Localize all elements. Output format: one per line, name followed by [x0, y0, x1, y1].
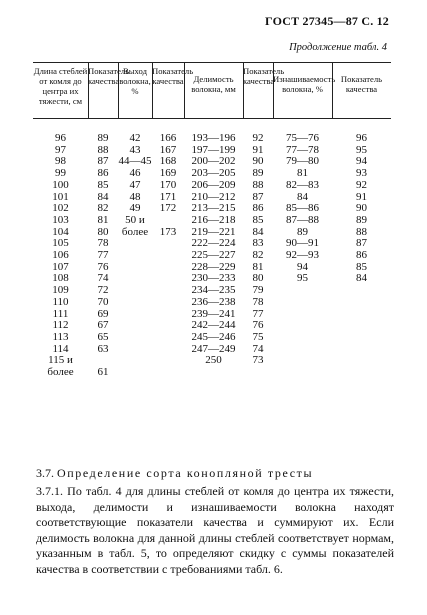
table-cell: 86: [252, 202, 264, 215]
table-cell: 79: [252, 284, 264, 297]
table-cell: 166: [159, 132, 177, 144]
table-cell: 70: [97, 295, 109, 308]
table-cell: 206—209: [191, 178, 236, 191]
table-cell: 49: [129, 202, 141, 215]
table-cell: 90—91: [286, 237, 319, 250]
column-fiber-yield: [118, 133, 152, 238]
table-cell: 83: [252, 237, 264, 250]
table-cell: 112: [52, 319, 69, 332]
table-cell: 91: [252, 143, 264, 156]
table-cell: 85: [252, 213, 264, 226]
table-cell: 80: [97, 225, 109, 238]
table-cell: 94: [356, 155, 367, 168]
table-cell: 222—224: [191, 237, 236, 250]
table-cell: 74: [252, 342, 264, 355]
table-cell: 92: [252, 132, 264, 144]
table-cell: 173: [159, 225, 177, 238]
header-stem-length: Длина стеблей от комля до центра их тяжести, см: [33, 66, 88, 106]
table-cell: 76: [97, 260, 109, 273]
table-cell: 84: [356, 272, 367, 285]
table-cell: 106: [52, 249, 69, 262]
table-cell: 97: [55, 143, 66, 156]
table-cell: 200—202: [191, 155, 236, 168]
table-cell: 65: [97, 330, 109, 343]
table-cell: 76: [252, 319, 264, 332]
table-cell: 242—244: [191, 319, 236, 332]
table-cell: 92: [356, 178, 367, 191]
table-cell: 67: [97, 319, 109, 332]
body-paragraph: 3.7.1. По табл. 4 для длины стеблей от комля до центра их тяжести, выхода, делимости и изнашиваемости волокна находят соответствующие показатели качества и суммируют их. Если делимость волокна для данной длины стеблей соответствует нормам, указанным в табл. 5, то определяют скидку с суммы показателей качества в соответствии с требованиями табл. 6.: [36, 484, 394, 576]
table-cell: 50 и: [125, 213, 145, 226]
table-cell: 250: [205, 354, 222, 367]
table-cell: 89: [297, 225, 308, 238]
table-cell: 89: [97, 132, 109, 144]
table-cell: 108: [52, 272, 69, 285]
table-cell: 84: [97, 190, 109, 203]
table-cell: 80: [252, 272, 264, 285]
table-cell: 94: [297, 260, 308, 273]
table-cell: 82: [97, 202, 109, 215]
table-cell: 85: [97, 178, 109, 191]
header-fiber-divisibility: Делимость волокна, мм: [191, 74, 236, 94]
table-cell: 228—229: [191, 260, 236, 273]
table-cell: 96: [356, 132, 367, 144]
table-cell: 234—235: [191, 284, 236, 297]
table-cell: 245—246: [191, 330, 236, 343]
table-cell: 104: [52, 225, 69, 238]
table-cell: 88: [97, 143, 109, 156]
column-fiber-divisibility: [184, 133, 243, 367]
table-cell: 42: [129, 132, 141, 144]
table-cell: 86: [97, 167, 109, 180]
table-cell: 109: [52, 284, 69, 297]
table-cell: 101: [52, 190, 69, 203]
table-cell: 91: [356, 190, 367, 203]
table-cell: 103: [52, 213, 69, 226]
section-title: Определение сорта конопляной тресты: [57, 466, 314, 480]
table-cell: 95: [356, 143, 367, 156]
table-cell: 169: [159, 167, 177, 180]
table-cell: 114: [52, 342, 69, 355]
table-cell: 73: [252, 354, 264, 367]
table-cell: 87—88: [286, 213, 319, 226]
table-cell: 110: [52, 295, 69, 308]
header-fiber-wear: Изнашиваемость волокна, %: [273, 74, 336, 94]
header-quality-1: Показатель качества: [88, 66, 130, 86]
section-number: 3.7.: [36, 466, 54, 480]
table-cell: 236—238: [191, 295, 236, 308]
section-heading: [36, 466, 313, 481]
table-cell: 46: [129, 167, 141, 180]
table-cell: более: [47, 366, 74, 379]
table-cell: 87: [356, 237, 367, 250]
table-cell: 107: [52, 260, 69, 273]
table-cell: 89: [356, 213, 367, 226]
table-cell: 219—221: [191, 225, 236, 238]
table-cell: 82—83: [286, 178, 319, 191]
table-cell: 203—205: [191, 167, 236, 180]
table-cell: 171: [159, 190, 177, 203]
table-cell: 85—86: [286, 202, 319, 215]
table-cell: 89: [252, 167, 264, 180]
table-cell: 197—199: [191, 143, 236, 156]
table-cell: 69: [97, 307, 109, 320]
table-cell: 77: [252, 307, 264, 320]
table-cell: 99: [55, 167, 66, 180]
table-cell: 81: [297, 167, 308, 180]
table-cell: 61: [97, 366, 109, 379]
table-cell: 216—218: [191, 213, 236, 226]
table-cell: 230—233: [191, 272, 236, 285]
table-cell: 213—215: [191, 202, 236, 215]
column-quality-4: [332, 133, 391, 285]
table-cell: 172: [159, 202, 177, 215]
table-cell: 225—227: [191, 249, 236, 262]
table-cell: 111: [52, 307, 69, 320]
table-cell: 96: [55, 132, 66, 144]
table-cell: 44—45: [118, 155, 152, 168]
table-cell: 78: [97, 237, 109, 250]
table-cell: 75: [252, 330, 264, 343]
column-quality-2: [152, 133, 184, 238]
table-header-rule: [33, 118, 391, 119]
table-cell: 88: [356, 225, 367, 238]
table-cell: 74: [97, 272, 109, 285]
table-cell: 84: [297, 190, 308, 203]
table-cell: 93: [356, 167, 367, 180]
table-cell: 43: [129, 143, 141, 156]
table-cell: 105: [52, 237, 69, 250]
table-continuation-label: Продолжение табл. 4: [289, 42, 387, 53]
column-fiber-wear: [273, 133, 332, 285]
table-cell: 75—76: [286, 132, 319, 144]
table-cell: 72: [97, 284, 109, 297]
table-cell: 85: [356, 260, 367, 273]
table-cell: 168: [159, 155, 177, 168]
page-header: ГОСТ 27345—87 С. 12: [265, 14, 389, 28]
table-cell: 84: [252, 225, 264, 238]
table-top-rule: [33, 62, 391, 63]
header-fiber-yield: Выход волокна, %: [119, 66, 151, 96]
table-cell: 79—80: [286, 155, 319, 168]
table-cell: 193—196: [191, 132, 236, 144]
column-stem-length: [33, 133, 88, 379]
table-cell: 88: [252, 178, 264, 191]
table-cell: 100: [52, 178, 69, 191]
table-cell: 86: [356, 249, 367, 262]
table-cell: 210—212: [191, 190, 236, 203]
table-cell: 87: [252, 190, 264, 203]
table-cell: 81: [97, 213, 109, 226]
table-cell: 247—249: [191, 342, 236, 355]
table-cell: 102: [52, 202, 69, 215]
table-cell: 239—241: [191, 307, 236, 320]
table-cell: 48: [129, 190, 141, 203]
table-cell: 167: [159, 143, 177, 156]
table-cell: 92—93: [286, 249, 319, 262]
table-cell: 81: [252, 260, 264, 273]
column-quality-3: [243, 133, 273, 367]
table-cell: 90: [252, 155, 264, 168]
table-cell: 113: [52, 330, 69, 343]
header-quality-2: Показатель качества: [152, 66, 194, 86]
header-quality-3: Показатель качества: [243, 66, 285, 86]
table-cell: [152, 215, 184, 227]
table-cell: 82: [252, 249, 264, 262]
header-quality-4: Показатель качества: [340, 74, 383, 94]
table-cell: 90: [356, 202, 367, 215]
table-cell: более: [121, 225, 149, 238]
column-quality-1: [88, 133, 118, 379]
quality-table: [33, 62, 391, 452]
table-cell: 98: [55, 155, 66, 168]
table-cell: 77—78: [286, 143, 319, 156]
table-cell: 78: [252, 295, 264, 308]
table-cell: 77: [97, 249, 109, 262]
table-cell: 87: [97, 155, 109, 168]
table-cell: 170: [159, 178, 177, 191]
table-cell: 63: [97, 342, 109, 355]
table-cell: 95: [297, 272, 308, 285]
table-cell: 47: [129, 178, 141, 191]
table-cell: 115 и: [48, 354, 73, 367]
